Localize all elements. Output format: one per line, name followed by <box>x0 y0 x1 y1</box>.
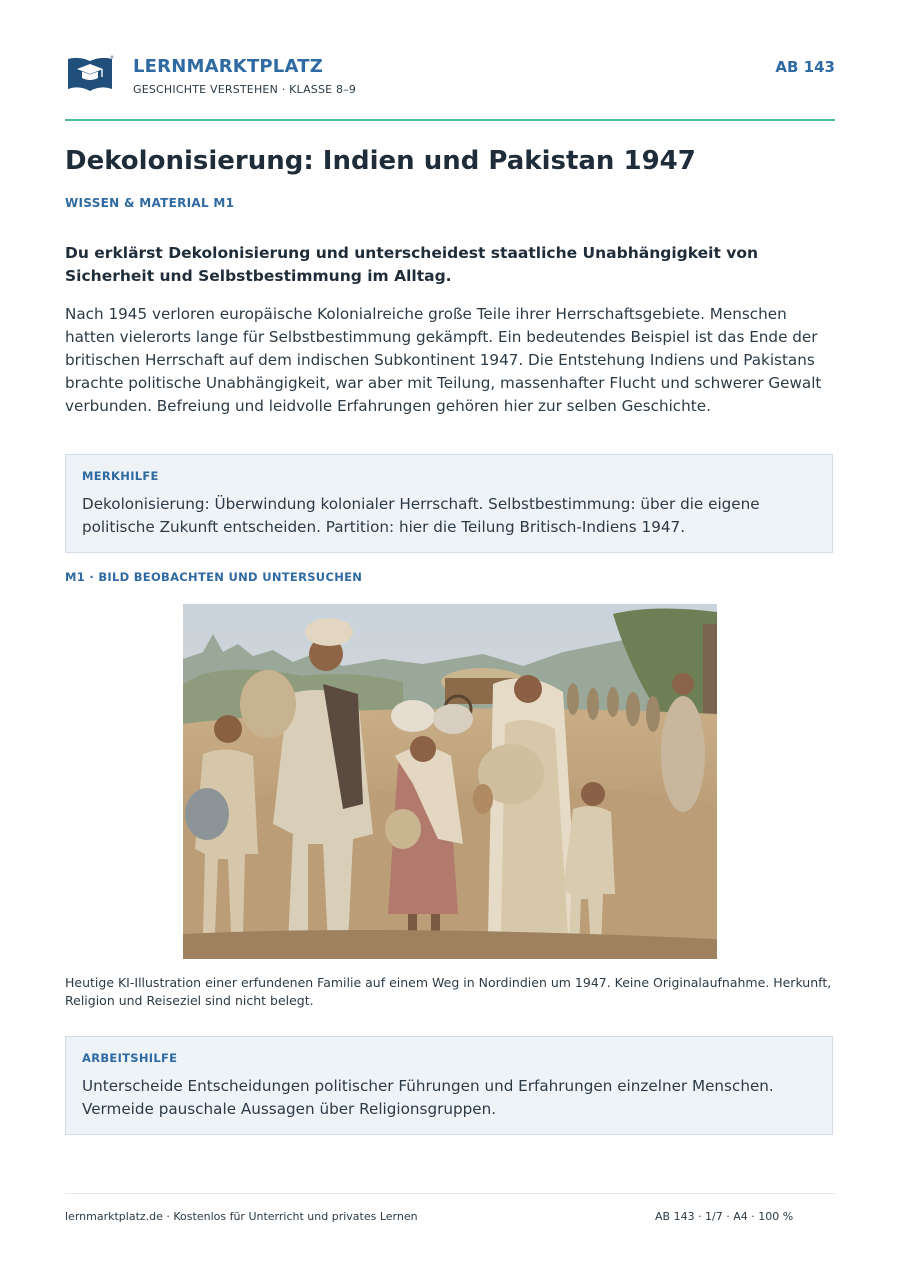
learning-goal: Du erklärst Dekolonisierung und unterscheidest staatliche Unabhängigkeit von Sicherheit und Selbstbestimmung im Alltag. <box>65 244 759 285</box>
page-title: Dekolonisierung: Indien und Pakistan 1947 <box>65 146 696 176</box>
section-kicker: WISSEN & MATERIAL M1 <box>65 196 235 210</box>
graduation-cap-book-icon <box>65 53 115 95</box>
page-header <box>65 50 835 120</box>
figure-caption: Heutige KI-Illustration einer erfundenen Familie auf einem Weg in Nordindien um 1947. Keine Originalaufnahme. Herkunft, Religion und Reiseziel sind nicht belegt. <box>65 975 832 1008</box>
intro-text: Nach 1945 verloren europäische Kolonialreiche große Teile ihrer Herrschaftsgebiete. Menschen hatten vielerorts lange für Selbstbestimmung gekämpft. Ein bedeutendes Beispiel ist das Ende der britischen Herrschaft auf dem indischen Subkontinent 1947. Die Entstehung Indiens und Pakistans brachte politische Unabhängigkeit, war aber mit Teilung, massenhafter Flucht und schwerer Gewalt verbunden. Befreiung und leidvolle Erfahrungen gehören hier zur selben Geschichte. <box>65 305 822 415</box>
footer-site-info: lernmarktplatz.de · Kostenlos für Unterricht und privates Lernen <box>65 1210 418 1223</box>
arbeitshilfe-text: Unterscheide Entscheidungen politischer Führungen und Erfahrungen einzelner Menschen. Vermeide pauschale Aussagen über Religionsgruppen. <box>82 1077 774 1118</box>
arbeitshilfe-box <box>65 1036 833 1135</box>
header-divider <box>65 119 835 121</box>
refugee-family-illustration <box>183 604 717 959</box>
merkhilfe-label: MERKHILFE <box>82 469 159 483</box>
merkhilfe-box <box>65 454 833 553</box>
figure-image <box>183 604 717 959</box>
brand-subtitle: GESCHICHTE VERSTEHEN · KLASSE 8–9 <box>133 83 357 96</box>
footer-page-info: AB 143 · 1/7 · A4 · 100 % <box>655 1210 794 1223</box>
merkhilfe-text: Dekolonisierung: Überwindung kolonialer Herrschaft. Selbstbestimmung: über die eigene politische Zukunft entscheiden. Partition: hier die Teilung Britisch-Indiens 1947. <box>82 495 760 536</box>
worksheet-code: AB 143 <box>775 58 835 76</box>
footer-divider <box>65 1193 835 1194</box>
figure-label: M1 · BILD BEOBACHTEN UND UNTERSUCHEN <box>65 570 363 584</box>
brand-name: LERNMARKTPLATZ <box>133 56 323 77</box>
arbeitshilfe-label: ARBEITSHILFE <box>82 1051 178 1065</box>
